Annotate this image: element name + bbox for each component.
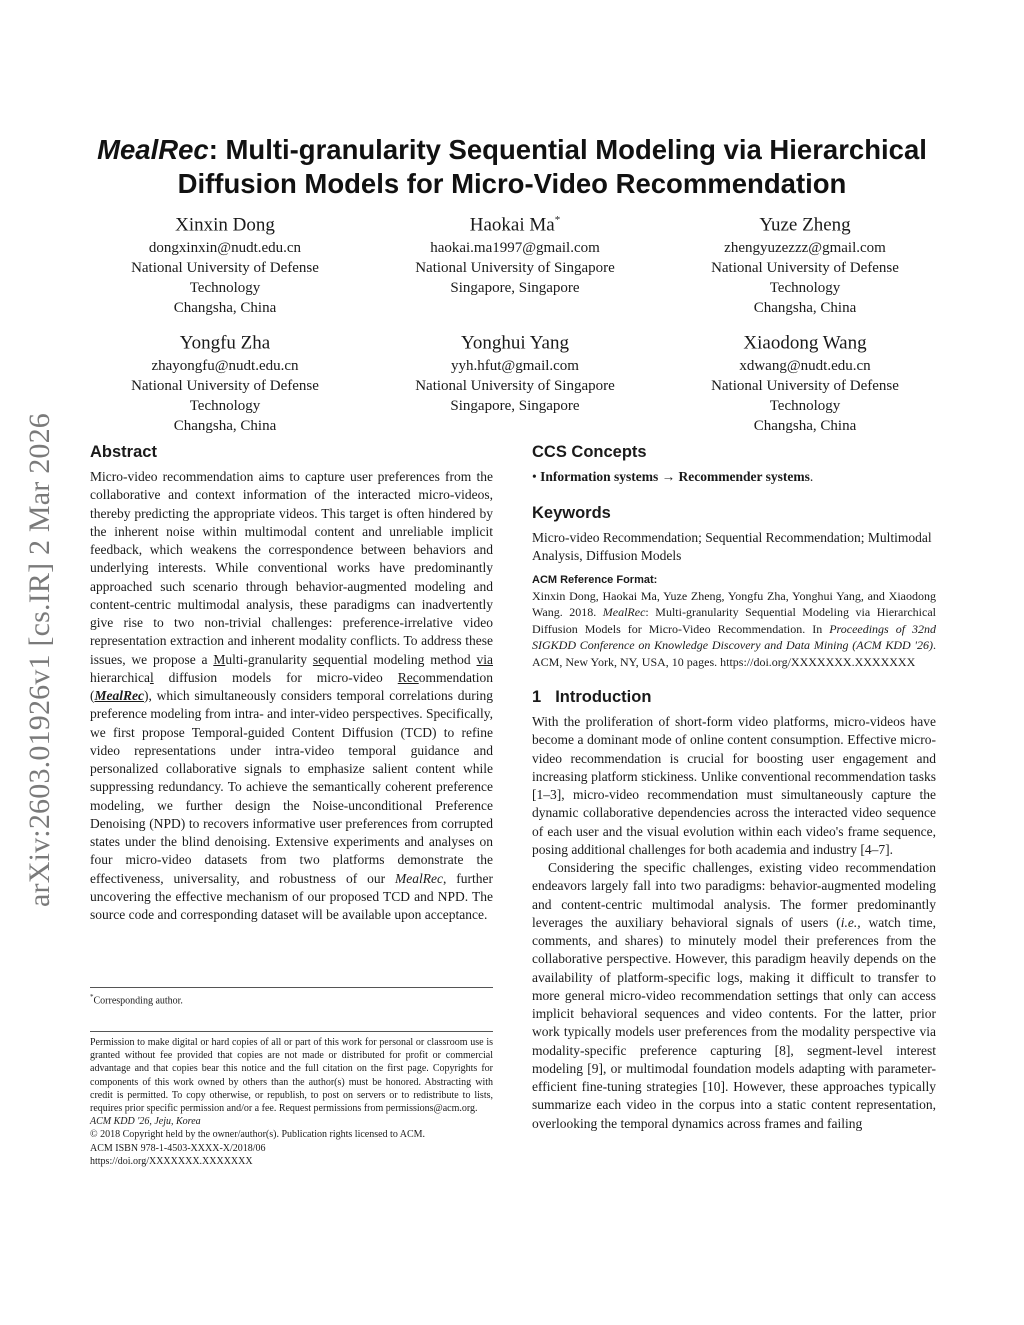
author-affiliation-2: Technology <box>769 398 841 415</box>
author-affiliation-2: Technology <box>769 280 841 297</box>
author-location: Changsha, China <box>753 418 857 435</box>
corresponding-author-footnote: *Corresponding author. <box>90 993 183 1007</box>
footnote-divider <box>90 987 493 988</box>
author-name: Yonghui Yang <box>461 332 569 354</box>
title-system-name: MealRec <box>97 134 209 165</box>
author-block <box>680 207 930 318</box>
permission-text: Permission to make digital or hard copies of all or part of this work for personal or classroom use is granted without fee provided that copies are not made or distributed for profit or commercial advantage and that copies bear this notice and the full citation on the first page. Copyrights for components of this work owned by others than the author(s) must be honored. Abstracting with credit is permitted. To copy otherwise, or republish, to post on servers or to redistribute to lists, requires prior specific permission and/or a fee. Request permissions from permissions@acm.org. <box>90 1037 493 1115</box>
author-affiliation: National University of Defense <box>131 260 319 277</box>
intro-paragraph-1: With the proliferation of short-form video platforms, micro-videos have become a dominant mode of online content consumption. Effective micro-video recommendation is crucial for boosting user engagement and increasing platform stickiness. Unlike conventional recommendation tasks [1–3], micro-video recommendation must simultaneously capture the dynamic collaborative dependencies across the interacted video sequence of each user and the visual evolution within each video's frame sequence, posing additional challenges for both academia and industry [4–7]. <box>532 714 936 857</box>
author-email: zhengyuzezzz@gmail.com <box>724 240 886 257</box>
keywords-text: Micro-video Recommendation; Sequential Recommendation; Multimodal Analysis, Diffusion Models <box>532 530 932 564</box>
author-affiliation-2: Singapore, Singapore <box>450 280 580 297</box>
author-affiliation: National University of Defense <box>711 260 899 277</box>
abstract-text: Micro-video recommendation aims to capture user preferences from the collaborative and context information of the interacted micro-videos, thereby predicting the appropriate videos. This target is often hindered by the inherent noise within multimodal content and unreliable implicit feedback, which weakens the correspondence between behaviors and underlying interests. While conventional works have predominantly approached such scenario through behavior-augmented modeling and content-centric multimodal analysis, these paradigms can inadvertently give rise to two non-trivial challenges: preference-irrelative video representation extraction and inherent modality conflicts. To address these issues, we propose a Multi-granularity sequential modeling method via hierarchical diffusion models for micro-video Recommendation (MealRec), which simultaneously considers temporal correlations during preference modeling from intra- and inter-video perspectives. Specifically, we first propose Temporal-guided Content Diffusion (TCD) to refine video representations under intra-video temporal guidance and personalized collaborative signals to emphasize salient content while suppressing redundancy. To achieve the semantically coherent preference modeling, we further design the Noise-unconditional Preference Denoising (NPD) to recovers informative user preferences from corrupted states under the blind denoising. Extensive experiments and analyses on four micro-video datasets from two platforms demonstrate the effectiveness, universality, and robustness of our MealRec, further uncovering the effective mechanism of our proposed TCD and NPD. The source code and corresponding dataset will be available upon acceptance. <box>90 469 493 922</box>
acm-reference-text: Xinxin Dong, Haokai Ma, Yuze Zheng, Yongfu Zha, Yonghui Yang, and Xiaodong Wang. 2018. MealRec: Multi-granularity Sequential Modeling via Hierarchical Diffusion Models for Micro-Video Recommendation. In Proceedings of 32nd SIGKDD Conference on Knowledge Discovery and Data Mining (ACM KDD '26). ACM, New York, NY, USA, 10 pages. https://doi.org/XXXXXXX.XXXXXXX <box>532 588 937 669</box>
author-block <box>100 325 350 436</box>
permission-divider <box>90 1031 493 1032</box>
ccs-concepts: • Information systems → Recommender systems. <box>532 469 814 484</box>
author-name: Haokai Ma* <box>469 214 561 236</box>
author-email: xdwang@nudt.edu.cn <box>739 358 871 375</box>
abstract-heading: Abstract <box>90 443 157 461</box>
title-line2: Diffusion Models for Micro-Video Recommendation <box>177 168 847 199</box>
author-email: zhayongfu@nudt.edu.cn <box>151 358 299 375</box>
author-location: Changsha, China <box>173 300 277 317</box>
author-name: Xinxin Dong <box>175 214 275 236</box>
permission-notice <box>90 1036 493 1168</box>
author-affiliation: National University of Singapore <box>415 378 615 395</box>
author-affiliation: National University of Defense <box>711 378 899 395</box>
author-name: Xiaodong Wang <box>743 332 867 354</box>
author-email: yyh.hfut@gmail.com <box>451 358 579 375</box>
author-row-1 <box>100 207 930 318</box>
author-block <box>680 325 930 436</box>
author-location: Changsha, China <box>173 418 277 435</box>
intro-paragraph-2: Considering the specific challenges, existing video recommendation endeavors largely fall into two paradigms: behavior-augmented modeling and content-centric multimodal analysis. The former predominantly leverages the auxiliary behavioral signals of users (i.e., watch time, comments, and shares) to minutely model their preferences from the collaborative perspective. However, this paradigm heavily depends on the availability of platform-specific logs, making it difficult to transfer to more general micro-video recommendation settings that only can access implicit behavioral sequences and video contents. For the latter, prior work typically models user preferences from the modality perspective via modality-specific preference capturing [8], segment-level interest modeling [9], or multimodal foundation models adapting with parameter-efficient fine-tuning strategies [10]. However, these approaches typically summarize each video in the corpus into a static content representation, overlooking the temporal dynamics across frames and failing <box>532 860 936 1131</box>
left-column <box>90 443 493 924</box>
author-block <box>390 207 640 318</box>
author-affiliation-2: Technology <box>189 398 261 415</box>
right-column <box>532 443 936 1133</box>
isbn: ACM ISBN 978-1-4503-XXXX-X/2018/06 <box>90 1142 266 1154</box>
author-email: haokai.ma1997@gmail.com <box>430 240 600 257</box>
author-affiliation: National University of Singapore <box>415 260 615 277</box>
ccs-heading: CCS Concepts <box>532 443 647 461</box>
doi-link[interactable]: https://doi.org/XXXXXXX.XXXXXXX <box>90 1155 253 1167</box>
author-email: dongxinxin@nudt.edu.cn <box>148 240 302 257</box>
author-name: Yuze Zheng <box>759 214 851 236</box>
copyright: © 2018 Copyright held by the owner/author(s). Publication rights licensed to ACM. <box>90 1129 426 1141</box>
arxiv-id: arXiv:2603.01926v1 [cs.IR] 2 Mar 2026 <box>23 413 56 907</box>
author-block <box>390 325 640 436</box>
author-affiliation-2: Singapore, Singapore <box>450 398 580 415</box>
author-affiliation-2: Technology <box>189 280 261 297</box>
arxiv-stamp <box>10 380 70 940</box>
venue: ACM KDD '26, Jeju, Korea <box>90 1116 201 1128</box>
paper-title <box>80 133 944 201</box>
acm-reference-label: ACM Reference Format: <box>532 573 658 586</box>
author-block <box>100 207 350 318</box>
author-row-2 <box>100 325 930 436</box>
author-affiliation: National University of Defense <box>131 378 319 395</box>
author-name: Yongfu Zha <box>179 332 271 354</box>
introduction-heading: 1 Introduction <box>532 688 652 706</box>
author-location: Changsha, China <box>753 300 857 317</box>
title-line1: : Multi-granularity Sequential Modeling via Hierarchical <box>208 134 927 165</box>
keywords-heading: Keywords <box>532 504 611 522</box>
